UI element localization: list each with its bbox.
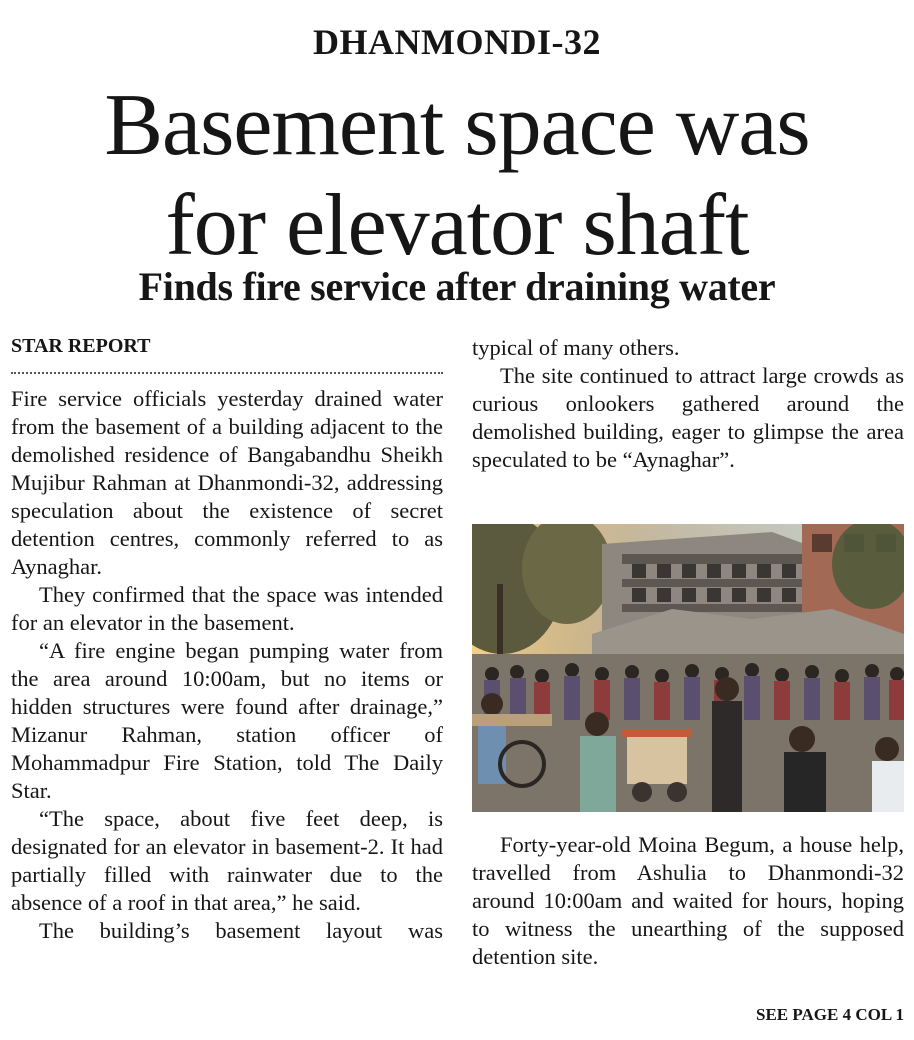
article-paragraph: The building’s basement layout was	[39, 918, 443, 943]
article-paragraph-continued: typical of many others.	[472, 335, 680, 360]
byline-divider	[11, 372, 443, 374]
section-kicker: DHANMONDI-32	[313, 22, 601, 62]
headline	[0, 76, 914, 276]
continuation-note: SEE PAGE 4 COL 1	[756, 1005, 904, 1024]
byline: STAR REPORT	[11, 335, 151, 357]
article-column-2-top	[472, 334, 904, 474]
article-column-1	[11, 385, 443, 945]
headline-line-1: Basement space was	[104, 77, 810, 174]
subheadline: Finds fire service after draining water	[138, 264, 776, 309]
article-paragraph: “A fire engine began pumping water from the area around 10:00am, but no items or hidden structures were found after drainage,” Mizanur Rahman, station officer of Mohammadpur Fire Station, told The Daily Star.	[11, 638, 443, 803]
article-paragraph: They confirmed that the space was intended for an elevator in the basement.	[11, 582, 443, 635]
news-photo	[472, 524, 904, 812]
article-column-2-bottom	[472, 831, 904, 971]
article-paragraph: The site continued to attract large crowds as curious onlookers gathered around the demolished building, eager to glimpse the area speculated to be “Aynaghar”.	[472, 363, 904, 472]
crowd-photo-illustration	[472, 524, 904, 812]
article-paragraph: Forty-year-old Moina Begum, a house help, travelled from Ashulia to Dhanmondi-32 around 10:00am and waited for hours, hoping to witness the unearthing of the supposed detention site.	[472, 832, 904, 969]
headline-line-2: for elevator shaft	[165, 177, 749, 274]
article-paragraph: “The space, about five feet deep, is designated for an elevator in basement-2. It had partially filled with rainwater due to the absence of a roof in that area,” he said.	[11, 806, 443, 915]
article-paragraph: Fire service officials yesterday drained water from the basement of a building adjacent to the demolished residence of Bangabandhu Sheikh Mujibur Rahman at Dhanmondi-32, addressing speculation about the existence of secret detention centres, commonly referred to as Aynaghar.	[11, 386, 443, 579]
